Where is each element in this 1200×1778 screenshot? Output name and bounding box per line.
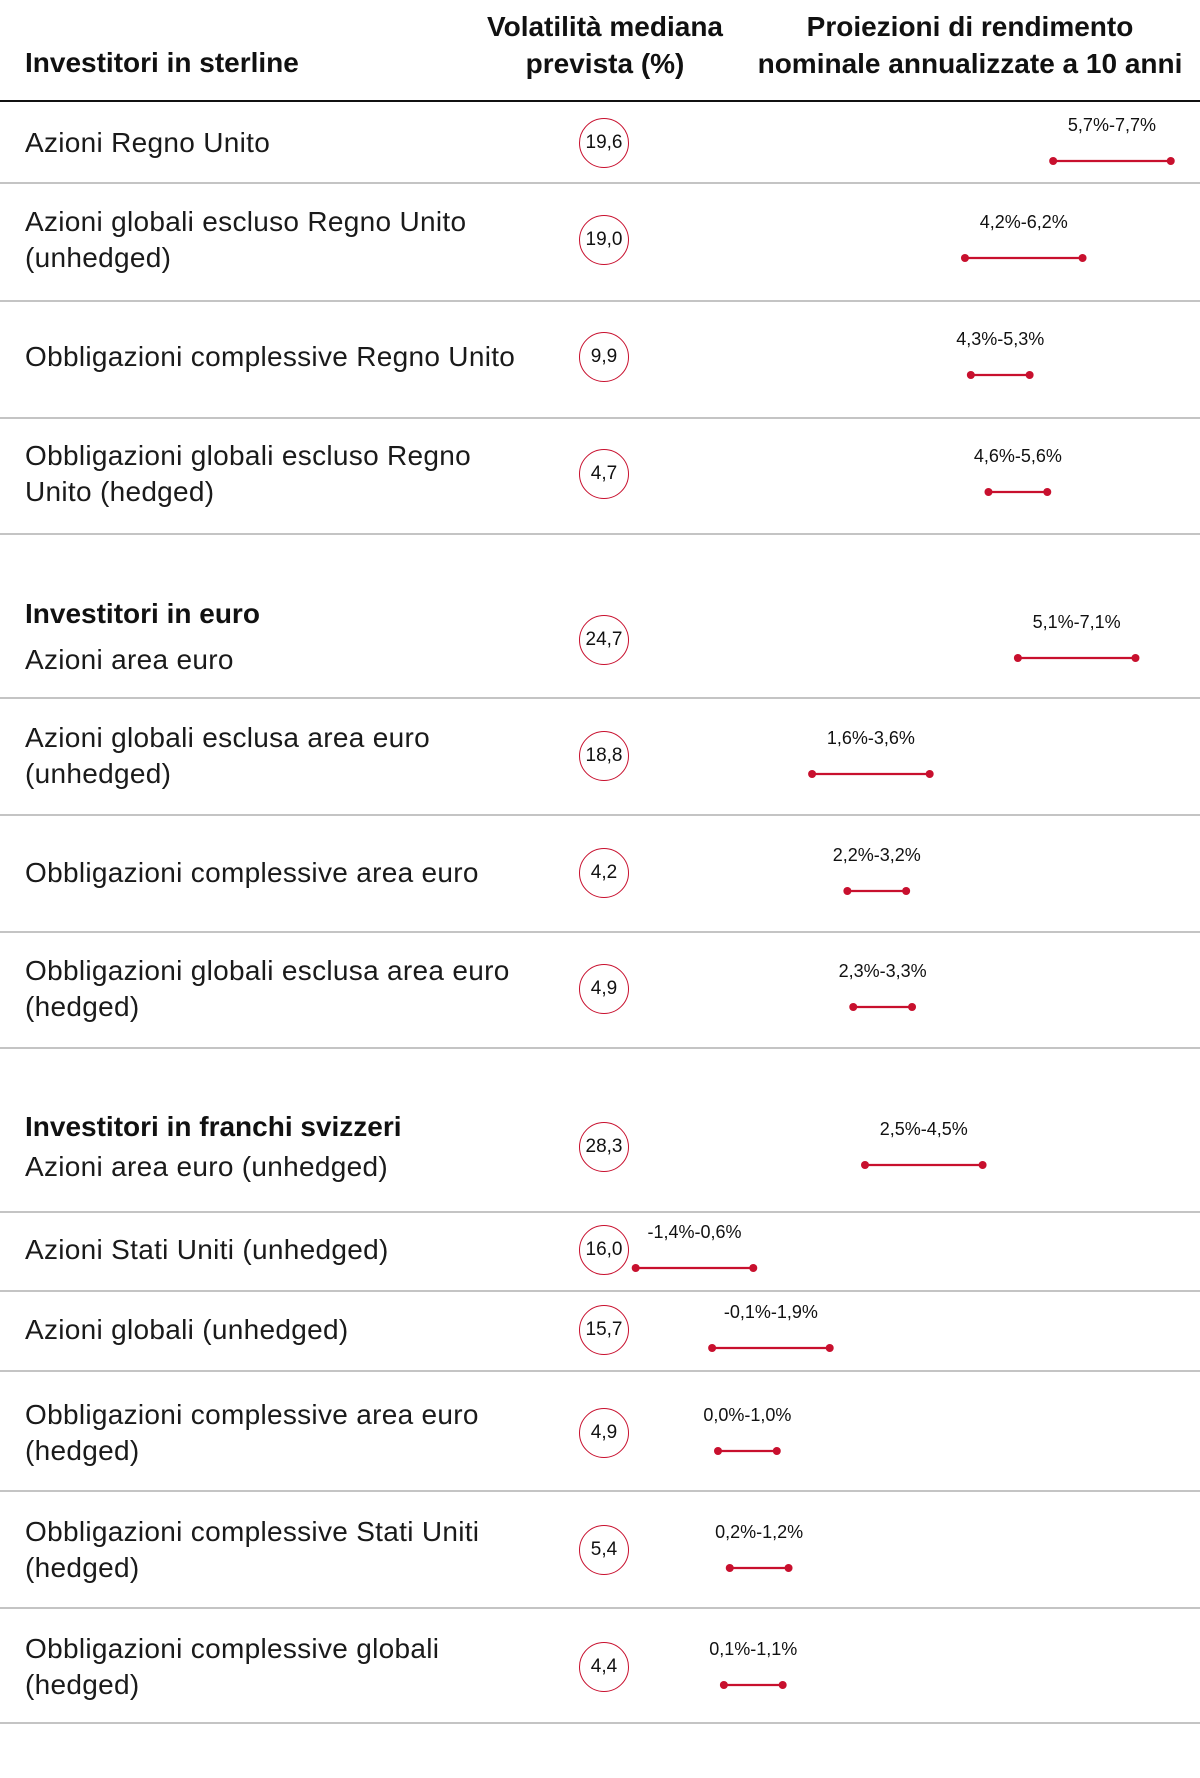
- row-label: Azioni Stati Uniti (unhedged): [25, 1234, 389, 1265]
- volatility-value: 15,7: [579, 1305, 629, 1355]
- range-label: 4,3%-5,3%: [956, 329, 1045, 349]
- range-label: 4,6%-5,6%: [973, 446, 1062, 466]
- row-label: Obbligazioni globali escluso Regno Unito (hedged): [25, 440, 472, 507]
- section-title: Investitori in euro: [25, 598, 260, 629]
- range-high-dot: [779, 1681, 787, 1689]
- range-label: -1,4%-0,6%: [647, 1222, 742, 1242]
- range-high-dot: [1167, 157, 1175, 165]
- range-low-dot: [714, 1447, 722, 1455]
- range-high-dot: [902, 887, 910, 895]
- volatility-value: 19,6: [579, 118, 629, 168]
- range-low-dot: [984, 488, 992, 496]
- range-high-dot: [1043, 488, 1051, 496]
- volatility-value: 19,0: [579, 215, 629, 265]
- range-low-dot: [632, 1264, 640, 1272]
- range-high-dot: [1026, 371, 1034, 379]
- range-low-dot: [843, 887, 851, 895]
- range-label: 5,1%-7,1%: [1032, 612, 1121, 632]
- row-label: Azioni Regno Unito: [25, 127, 271, 158]
- volatility-header-line-1: Volatilità mediana: [487, 11, 723, 42]
- row-label: Obbligazioni complessive Stati Uniti (hedged): [25, 1516, 480, 1583]
- range-high-dot: [1131, 654, 1139, 662]
- range-low-dot: [720, 1681, 728, 1689]
- volatility-value: 24,7: [579, 615, 629, 665]
- range-label: 5,7%-7,7%: [1067, 115, 1156, 135]
- range-high-dot: [979, 1161, 987, 1169]
- range-label: -0,1%-1,9%: [723, 1302, 818, 1322]
- range-low-dot: [808, 770, 816, 778]
- volatility-header-line-2: prevista (%): [525, 48, 685, 79]
- volatility-value: 28,3: [579, 1122, 629, 1172]
- row-label: Obbligazioni complessive globali (hedged): [25, 1633, 440, 1700]
- range-label: 0,2%-1,2%: [715, 1522, 804, 1542]
- range-low-dot: [726, 1564, 734, 1572]
- volatility-value: 16,0: [579, 1225, 629, 1275]
- volatility-value: 5,4: [579, 1525, 629, 1575]
- range-high-dot: [785, 1564, 793, 1572]
- range-label: 2,2%-3,2%: [832, 845, 921, 865]
- range-label: 4,2%-6,2%: [979, 212, 1068, 232]
- volatility-value: 4,9: [579, 964, 629, 1014]
- row-label: Azioni globali escluso Regno Unito (unhedged): [25, 206, 467, 273]
- range-high-dot: [1079, 254, 1087, 262]
- row-label: Obbligazioni complessive area euro (hedged): [25, 1399, 479, 1466]
- range-high-dot: [908, 1003, 916, 1011]
- range-high-dot: [749, 1264, 757, 1272]
- volatility-value: 4,7: [579, 449, 629, 499]
- range-low-dot: [861, 1161, 869, 1169]
- volatility-value: 18,8: [579, 731, 629, 781]
- range-low-dot: [849, 1003, 857, 1011]
- row-label: Obbligazioni complessive area euro: [25, 857, 479, 888]
- row-label: Obbligazioni complessive Regno Unito: [25, 341, 516, 372]
- row-label: Azioni globali (unhedged): [25, 1314, 349, 1345]
- range-label: 0,1%-1,1%: [709, 1639, 798, 1659]
- projection-header-line-2: nominale annualizzate a 10 anni: [757, 48, 1183, 79]
- investors-header: Investitori in sterline: [25, 47, 299, 78]
- range-low-dot: [961, 254, 969, 262]
- range-label: 1,6%-3,6%: [826, 728, 915, 748]
- volatility-value: 4,9: [579, 1408, 629, 1458]
- range-label: 2,3%-3,3%: [838, 961, 927, 981]
- range-low-dot: [967, 371, 975, 379]
- projection-header-line-1: Proiezioni di rendimento: [806, 11, 1134, 42]
- range-high-dot: [926, 770, 934, 778]
- volatility-value: 4,4: [579, 1642, 629, 1692]
- row-label: Azioni globali esclusa area euro (unhedged): [25, 722, 430, 789]
- range-low-dot: [708, 1344, 716, 1352]
- range-low-dot: [1049, 157, 1057, 165]
- row-label: Azioni area euro (unhedged): [25, 1151, 389, 1182]
- volatility-value: 9,9: [579, 332, 629, 382]
- section-title: Investitori in franchi svizzeri: [25, 1111, 402, 1142]
- volatility-value: 4,2: [579, 848, 629, 898]
- range-high-dot: [773, 1447, 781, 1455]
- range-label: 0,0%-1,0%: [703, 1405, 792, 1425]
- row-label: Obbligazioni globali esclusa area euro (hedged): [25, 955, 510, 1022]
- row-label: Azioni area euro: [25, 644, 234, 675]
- range-label: 2,5%-4,5%: [879, 1119, 968, 1139]
- range-high-dot: [826, 1344, 834, 1352]
- range-low-dot: [1014, 654, 1022, 662]
